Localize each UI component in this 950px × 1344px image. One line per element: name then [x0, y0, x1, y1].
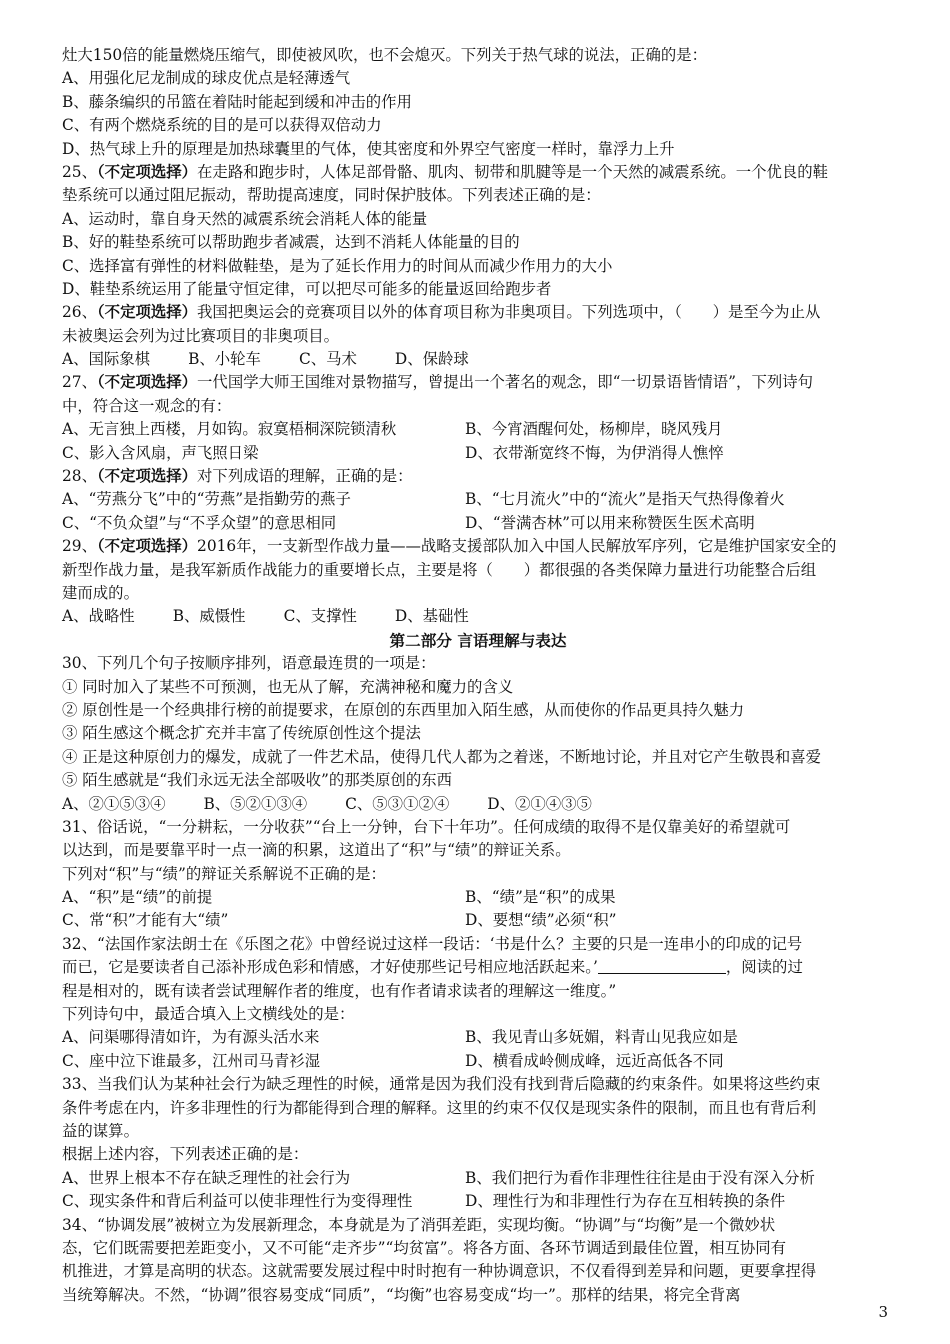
q26-option-a: A、国际象棋 [62, 350, 151, 369]
q32-options-row-1 [62, 1026, 894, 1049]
q26-tag: （不定项选择） [96, 303, 198, 322]
q31-stem: 31、俗话说，“一分耕耘，一分收获”“台上一分钟，台下十年功”。任何成绩的取得不是仅靠美好的希望就可 [62, 817, 791, 836]
q32-options-row-2 [62, 1050, 894, 1073]
q26-options [62, 348, 894, 371]
q25-option-c: C、选择富有弹性的材料做鞋垫，是为了延长作用力的时间从而减少作用力的大小 [62, 256, 613, 275]
q33-option-c: C、现实条件和背后利益可以使非理性行为变得理性 [62, 1192, 413, 1211]
q33-stem-2: 条件考虑在内，许多非理性的行为都能得到合理的解释。这里的约束不仅仅是现实条件的限制，而且也有背后利 [62, 1098, 817, 1117]
q27-stem-2: 中，符合这一观念的有： [62, 396, 232, 415]
q28-option-c: C、“不负众望”与“不孚众望”的意思相同 [62, 513, 337, 532]
q34-stem-4: 当统筹解决。不然，“协调”很容易变成“同质”，“均衡”也容易变成“均一”。那样的结果，将完全背离 [62, 1285, 741, 1304]
q29-options [62, 605, 894, 628]
q33-options-row-2 [62, 1190, 894, 1213]
q28-option-b: B、“七月流火”中的“流火”是指天气热得像着火 [465, 490, 785, 509]
q28-tag: （不定项选择） [96, 467, 198, 486]
q30-option-c: C、⑤③①②④ [345, 794, 450, 813]
q28-option-d: D、“誉满杏林”可以用来称赞医生医术高明 [465, 513, 755, 532]
q32-option-d: D、横看成岭侧成峰，远近高低各不同 [465, 1051, 724, 1070]
q30-sentence-5: ⑤ 陌生感就是“我们永远无法全部吸收”的那类原创的东西 [62, 771, 453, 790]
q32-stem-3: 程是相对的，既有读者尝试理解作者的维度，也有作者请求读者的理解这一维度。” [62, 981, 617, 1000]
q29-tag: （不定项选择） [96, 537, 198, 556]
q25-stem-2: 垫系统可以通过阻尼振动，帮助提高速度，同时保护肢体。下列表述正确的是： [62, 186, 601, 205]
q27-option-a: A、无言独上西楼，月如钩。寂寞梧桐深院锁清秋 [62, 420, 397, 439]
intro-option-a: A、用强化尼龙制成的球皮优点是轻薄透气 [62, 69, 351, 88]
q30-option-b: B、⑤②①③④ [203, 794, 308, 813]
q28-option-a: A、“劳燕分飞”中的“劳燕”是指勤劳的燕子 [62, 490, 351, 509]
q33-stem-3: 益的谋算。 [62, 1121, 139, 1140]
q33-prompt: 根据上述内容，下列表述正确的是： [62, 1145, 309, 1164]
q33-stem: 33、当我们认为某种社会行为缺乏理性的时候，通常是因为我们没有找到背后隐藏的约束条件。如果将这些约束 [62, 1075, 821, 1094]
q31-options-row-1 [62, 886, 894, 909]
q29-stem-2: 新型作战力量，是我军新质作战能力的重要增长点，主要是将（ ）都很强的各类保障力量进行功能整合后组 [62, 560, 817, 579]
q27-option-c: C、影入含风扇，声飞照日梁 [62, 443, 259, 462]
q30-sentence-1: ① 同时加入了某些不可预测，也无从了解，充满神秘和魔力的含义 [62, 677, 514, 696]
intro-option-b: B、藤条编织的吊篮在着陆时能起到缓和冲击的作用 [62, 92, 412, 111]
intro-line: 灶大150倍的能量燃烧压缩气，即使被风吹，也不会熄灭。下列关于热气球的说法，正确的是： [62, 46, 708, 64]
q32-option-c: C、座中泣下谁最多，江州司马青衫湿 [62, 1051, 321, 1070]
q26-option-c: C、马术 [298, 350, 357, 369]
q29-option-c: C、支撑性 [283, 607, 357, 626]
q26-option-b: B、小轮车 [188, 350, 261, 369]
q29-stem-3: 建而成的。 [62, 583, 139, 602]
q29-option-b: B、威慑性 [172, 607, 246, 626]
document-page [62, 44, 894, 1307]
page-number: 3 [878, 1303, 888, 1321]
q26-stem-2: 未被奥运会列为过比赛项目的非奥项目。 [62, 326, 340, 345]
q30-sentence-3: ③ 陌生感这个概念扩充并丰富了传统原创性这个提法 [62, 724, 421, 743]
q25-stem: 25、（不定项选择）在走路和跑步时，人体足部骨骼、肌肉、韧带和肌腱等是一个天然的减震系统。一个优良的鞋 [62, 162, 829, 181]
q34-stem-2: 态，它们既需要把差距变小，又不可能“走齐步”“均贫富”。将各方面、各环节调适到最佳位置，相互协同有 [62, 1238, 787, 1257]
q27-option-b: B、今宵酒醒何处，杨柳岸，晓风残月 [465, 420, 723, 439]
q29-option-a: A、战略性 [62, 607, 135, 626]
q33-option-b: B、我们把行为看作非理性往往是由于没有深入分析 [465, 1168, 815, 1187]
q29-stem: 29、（不定项选择）2016年，一支新型作战力量——战略支援部队加入中国人民解放军序列，它是维护国家安全的 [62, 537, 837, 556]
q31-option-a: A、“积”是“绩”的前提 [62, 888, 213, 907]
q27-options-row-2 [62, 442, 894, 465]
q28-options-row-2 [62, 512, 894, 535]
q26-stem: 26、（不定项选择）我国把奥运会的竞赛项目以外的体育项目称为非奥项目。下列选项中，（ ）是至今为止从 [62, 303, 821, 322]
intro-option-c: C、有两个燃烧系统的目的是可以获得双倍动力 [62, 116, 382, 135]
q27-options-row-1 [62, 418, 894, 441]
q26-option-d: D、保龄球 [394, 350, 469, 369]
answer-blank[interactable] [598, 957, 726, 974]
q30-stem: 30、下列几个句子按顺序排列，语意最连贯的一项是： [62, 654, 436, 673]
q31-options-row-2 [62, 909, 894, 932]
q30-option-a: A、②①⑤③④ [62, 794, 166, 813]
q25-option-b: B、好的鞋垫系统可以帮助跑步者减震，达到不消耗人体能量的目的 [62, 233, 520, 252]
q32-option-a: A、问渠哪得清如许，为有源头活水来 [62, 1028, 320, 1047]
q32-prompt: 下列诗句中，最适合填入上文横线处的是： [62, 1005, 355, 1024]
q33-options-row-1 [62, 1167, 894, 1190]
section-heading: 第二部分 言语理解与表达 [389, 630, 567, 650]
q34-stem-3: 机推进，才算是高明的状态。这就需要发展过程中时时抱有一种协调意识，不仅看得到差异和问题，更要拿捏得 [62, 1262, 817, 1281]
q27-option-d: D、衣带渐宽终不悔，为伊消得人憔悴 [465, 443, 724, 462]
q33-option-d: D、理性行为和非理性行为存在互相转换的条件 [465, 1192, 786, 1211]
q32-stem: 32、“法国作家法朗士在《乐图之花》中曾经说过这样一段话：‘书是什么？主要的只是一连串小的印成的记号 [62, 934, 803, 953]
q31-prompt: 下列对“积”与“绩”的辩证关系解说不正确的是： [62, 864, 386, 883]
intro-option-d: D、热气球上升的原理是加热球囊里的气体，使其密度和外界空气密度一样时，靠浮力上升 [62, 139, 675, 158]
q30-sentence-4: ④ 正是这种原创力的爆发，成就了一件艺术品，使得几代人都为之着迷，不断地讨论，并且对它产生敬畏和喜爱 [62, 747, 822, 766]
q30-options [62, 793, 894, 816]
q27-tag: （不定项选择） [96, 373, 198, 392]
q28-stem: 28、（不定项选择）对下列成语的理解，正确的是： [62, 467, 413, 486]
q27-stem: 27、（不定项选择）一代国学大师王国维对景物描写，曾提出一个著名的观念，即“一切景语皆情语”，下列诗句 [62, 373, 814, 392]
q32-stem-2: 而已，它是要读者自己添补形成色彩和情感，才好使那些记号相应地活跃起来。’ ，阅读的过 [62, 958, 803, 977]
q29-option-d: D、基础性 [394, 607, 469, 626]
q25-option-d: D、鞋垫系统运用了能量守恒定律，可以把尽可能多的能量返回给跑步者 [62, 279, 552, 298]
q31-stem-2: 以达到，而是要靠平时一点一滴的积累，这道出了“积”与“绩”的辩证关系。 [62, 841, 571, 860]
q25-tag: （不定项选择） [96, 162, 198, 181]
q32-option-b: B、我见青山多妩媚，料青山见我应如是 [465, 1028, 738, 1047]
q25-option-a: A、运动时，靠自身天然的减震系统会消耗人体的能量 [62, 209, 428, 228]
q28-options-row-1 [62, 488, 894, 511]
q34-stem: 34、“协调发展”被树立为发展新理念，本身就是为了消弭差距，实现均衡。“协调”与“均衡”是一个微妙状 [62, 1215, 776, 1234]
q30-sentence-2: ② 原创性是一个经典排行榜的前提要求，在原创的东西里加入陌生感，从而使你的作品更具持久魅力 [62, 700, 745, 719]
q31-option-b: B、“绩”是“积”的成果 [465, 888, 616, 907]
q31-option-c: C、常“积”才能有大“绩” [62, 911, 229, 930]
q31-option-d: D、要想“绩”必须“积” [465, 911, 617, 930]
q30-option-d: D、②①④③⑤ [487, 794, 592, 813]
q33-option-a: A、世界上根本不存在缺乏理性的社会行为 [62, 1168, 351, 1187]
